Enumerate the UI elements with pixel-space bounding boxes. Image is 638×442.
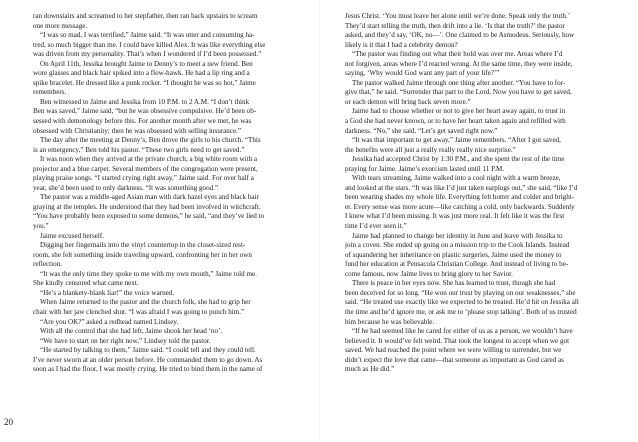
left-page-text (33, 12, 280, 375)
text-line: Digging her fingernails into the vinyl countertop in the closet-sized rest- (40, 241, 246, 250)
text-line: spike bracelet. He dressed like a punk rocker. “I thought he was so hot,” Jaime (33, 78, 256, 87)
text-line: I knew what I’d been missing. It was just more real. It felt like it was the first (345, 212, 565, 221)
text-line: projector and a blue carpet. Several members of the congregation were present, (33, 164, 258, 173)
text-line: On April 11th, Jessika brought Jaime to Denny’s to meet a new friend. Ben (40, 59, 253, 68)
text-line: saying, ‘Why would God want any part of your life?’” (345, 69, 500, 78)
text-line: “We have to start on her right now,” Lindsey told the pastor. (40, 336, 211, 345)
text-line: “It was the only time they spoke to me with my own mouth,” Jaime told me. (40, 269, 257, 278)
text-line: The day after the meeting at Denny’s, Ben drove the girls to his church. “This (40, 136, 261, 145)
text-line: remembers. (33, 88, 67, 97)
text-line: reflection. (33, 260, 62, 269)
text-line: With all the control that she had left, Jaime shook her head ‘no’. (40, 327, 223, 336)
text-line: and looked at the stars. “It was like I’d just taken earplugs out,” she said, “like I’d (345, 183, 578, 192)
text-line: “The pastor was finding out what their hold was over me. Areas where I’d (352, 50, 563, 59)
text-line: “It was that important to get away,” Jaime remembers. “After I got saved, (352, 136, 561, 145)
text-line: fund her education at Pensacola Christian College. And instead of living to be- (345, 260, 569, 269)
text-line: Ben witnessed to Jaime and Jessika from 10 P.M. to 2 A.M. “I don’t think (40, 97, 250, 106)
text-line: She kindly censored what came next. (33, 279, 139, 288)
text-line: chair with her jaw clenched shut. “I was afraid I was going to punch him.” (33, 307, 245, 316)
text-line: Jaime had to choose whether or not to give her heart away again, to trust in (352, 107, 566, 116)
text-line: said. “He treated use exactly like we expected to be treated. He’d hit on Jessika all (345, 298, 579, 307)
text-line: room, she felt something inside traveling upward, confronting her in her own (33, 250, 252, 259)
text-line: been deceived for so long. “He won our trust by playing on our weaknesses,” she (345, 288, 576, 297)
text-line: playing praise songs. “I started crying right away,” Jaime said. For over half a (33, 174, 254, 183)
text-line: time I’d ever seen it.” (345, 222, 407, 231)
text-line: “If he had seemed like he cared for either of us as a person, we wouldn’t have (352, 327, 573, 336)
text-line: give that,” he said. “Surrender that part to the Lord. Now you have to get saved, (345, 88, 572, 97)
text-line: obsessed with Christianity; then he was obsessed with selling insurance.” (33, 126, 242, 135)
text-line: is an emergency,” Ben told his pastor. “These two girls need to get saved.” (33, 145, 245, 154)
text-line: was driven from my personality. That’s when I wondered if I’d been possessed.” (33, 50, 262, 59)
page-gutter (319, 0, 320, 442)
text-line: sessed with demonology before this. For another month after we met, he was (33, 117, 252, 126)
text-line: ran downstairs and screamed to her stepfather, then ran back upstairs to scream (33, 12, 258, 20)
text-line: praying for Jaime. Jaime’s exorcism lasted until 11 P.M. (345, 164, 505, 173)
text-line: of squandering her inheritance on plastic surgeries, Jaime used the money to (345, 250, 562, 259)
text-line: likely is it that I had a celebrity demon? (345, 40, 458, 49)
text-line: Jessika had accepted Christ by 1:30 P.M., and she spent the rest of the time (352, 155, 565, 164)
text-line: graying at the temples. He understood that they had been involved in witchcraft. (33, 202, 261, 211)
text-line: The pastor walked Jaime through one thing after another. “You have to for- (352, 78, 566, 87)
text-line: The pastor was a middle-aged Asian man with dark hazel eyes and black hair (40, 193, 259, 202)
text-line: tred, so much bigger than me. I could have killed Alex. It was like everything else (33, 40, 266, 49)
text-line: er. Every sense was more acute—like catching a cold, only backwards. Suddenly (345, 202, 575, 211)
text-line: When Jaime returned to the pastor and the church folk, she had to grip her (40, 298, 251, 307)
text-line: Jesus Christ. ‘You must leave her alone until we’re done. Speak only the truth.’ (345, 12, 571, 20)
text-line: wore glasses and black hair spiked into a flow-hawk. He had a lip ring and a (33, 69, 250, 78)
text-line: “He started by talking to them,” Jaime said. “I could tell and they could tell. (40, 346, 256, 355)
text-line: “I was so mad, I was terrified,” Jaime said. “It was utter and consuming ha- (40, 31, 255, 40)
text-line: been wearing shades my whole life. Everything felt hotter and colder and bright- (345, 193, 575, 202)
page-number: 20 (4, 417, 13, 427)
text-line: “You have probably been exposed to some demons,” he said, “and they’ve lied to (33, 212, 265, 221)
text-line: Jaime had planned to change her identity in June and leave with Jessika to (352, 231, 563, 240)
text-line: Jaime excused herself. (40, 231, 105, 240)
text-line: saved. We had reached the point where we were willing to surrender, but we (345, 346, 562, 355)
text-line: believed it. It would’ve felt weird. That took the longest to accept when we got (345, 336, 570, 345)
text-line: asked, and they’d say, ‘OK, no—’. One claimed to be Asmodeus. Seriously, how (345, 31, 575, 40)
text-line: With tears streaming, Jaime walked into a cool night with a warm breeze, (352, 174, 561, 183)
text-line: soon as I had the floor, I was mostly crying. He tried to bind them in the name of (33, 365, 263, 374)
text-line: didn’t expect the love that came—that someone as important as God cared as (345, 355, 564, 364)
text-line: come famous, now Jaime lives to bring glory to her Savior. (345, 269, 513, 278)
text-line: “He’s a blankety-blank liar!” the voice warned. (40, 288, 175, 297)
text-line: join a coven. She ended up going on a mission trip to the Cook Islands. Instead (345, 241, 570, 250)
text-line: the time and he’d ignore me, or ask me to ‘please stop talking’. Both of us trusted (345, 307, 577, 316)
text-line: Ben was saved,” Jaime said, “but he was obsessive compulsive. He’d been ob- (33, 107, 257, 116)
text-line: much as He did.” (345, 365, 395, 374)
text-line: year, she’d been used to only darkness. “It was something good.” (33, 183, 219, 192)
text-line: darkness. “No,” she said. “Let’s get saved right now.” (345, 126, 498, 135)
text-line: the benefits were all just a really really really nice surprise.” (345, 145, 516, 154)
text-line: There is peace in her eyes now. She has learned to trust, though she had (352, 279, 556, 288)
text-line: “Are you OK?” asked a redhead named Lindsey. (40, 317, 179, 326)
text-line: one more message. (33, 21, 88, 30)
right-page-text (345, 12, 592, 375)
text-line: a God she had never known, or to have her heart taken again and refilled with (345, 117, 566, 126)
text-line: They’d start telling the truth, then drift into a lie. ‘Is that the truth?’ the pastor (345, 21, 565, 30)
text-line: I’ve never sworn at an older person before. He commanded them to go down. As (33, 355, 263, 364)
text-line: you.” (33, 222, 49, 231)
text-line: not forgiven, areas where I’d reacted wrong. At the same time, they were inside, (345, 59, 573, 68)
text-line: It was noon when they arrived at the private church, a big white room with a (40, 155, 258, 164)
text-line: him because he was believable. (345, 317, 435, 326)
text-line: or each demon will bring back seven more.” (345, 97, 471, 106)
